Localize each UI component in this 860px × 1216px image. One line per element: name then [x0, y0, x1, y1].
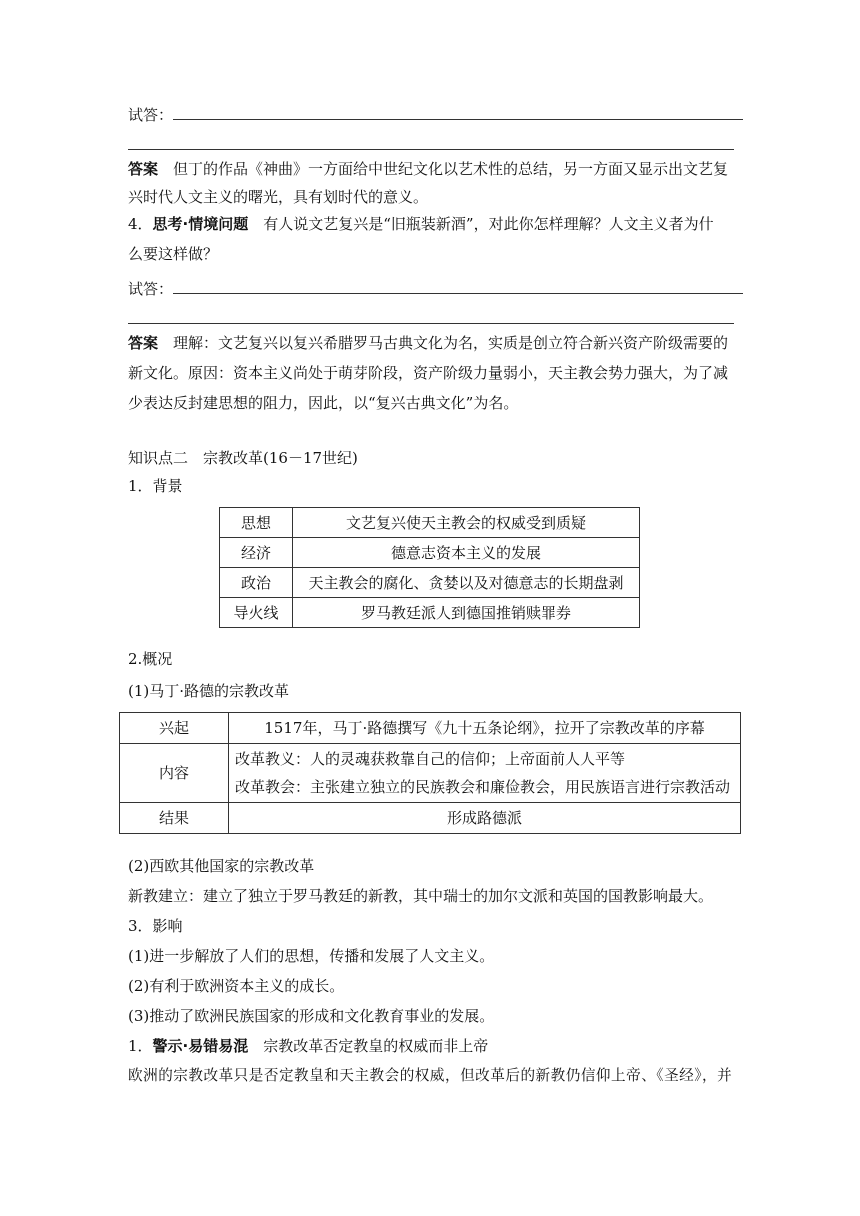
table-row [220, 538, 640, 568]
background-value: 罗马教廷派人到德国推销赎罪券 [293, 598, 640, 628]
q3-answer-prompt-line [128, 104, 734, 126]
background-value: 德意志资本主义的发展 [293, 538, 640, 568]
impact-1: (1)进一步解放了人们的思想，传播和发展了人文主义。 [128, 947, 495, 965]
warning-number: 1． [128, 1037, 153, 1055]
rise-value: 1517年，马丁·路德撰写《九十五条论纲》，拉开了宗教改革的序幕 [229, 713, 741, 744]
q3-answer-line-1 [128, 158, 734, 180]
content-value-2: 改革教会：主张建立独立的民族教会和廉俭教会，用民族语言进行宗教活动 [235, 778, 731, 796]
warning-title: 警示·易错易混 [152, 1037, 249, 1055]
q4-answer-line-3: 少表达反封建思想的阻力，因此，以“复兴古典文化”为名。 [128, 394, 519, 412]
table-row [220, 568, 640, 598]
impact-3: (3)推动了欧洲民族国家的形成和文化教育事业的发展。 [128, 1007, 495, 1025]
background-title: 1．背景 [128, 477, 183, 495]
q3-answer-blank[interactable] [173, 105, 743, 120]
q4-answer-label: 答案 [128, 334, 159, 352]
background-key: 导火线 [220, 598, 293, 628]
background-key: 经济 [220, 538, 293, 568]
overview-title: 2.概况 [128, 650, 173, 668]
other-countries-title: (2)西欧其他国家的宗教改革 [128, 857, 315, 875]
other-countries-text: 新教建立：建立了独立于罗马教廷的新教，其中瑞士的加尔文派和英国的国教影响最大。 [128, 887, 714, 905]
table-row [120, 744, 741, 803]
content-key: 内容 [120, 744, 229, 803]
table-row [120, 713, 741, 744]
impact-title: 3．影响 [128, 917, 183, 935]
background-value: 文艺复兴使天主教会的权威受到质疑 [293, 508, 640, 538]
q4-answer-rule [128, 323, 734, 324]
background-table [219, 507, 640, 628]
q4-number: 4． [128, 215, 153, 233]
q3-answer-line-2: 兴时代人文主义的曙光，具有划时代的意义。 [128, 188, 429, 206]
rise-key: 兴起 [120, 713, 229, 744]
result-key: 结果 [120, 803, 229, 834]
q4-answer-blank[interactable] [173, 279, 743, 294]
impact-2: (2)有利于欧洲资本主义的成长。 [128, 977, 345, 995]
q4-question-1: 有人说文艺复兴是“旧瓶装新酒”，对此你怎样理解？人文主义者为什 [263, 215, 714, 233]
warning-heading [128, 1035, 734, 1057]
q3-answer-label: 答案 [128, 160, 159, 178]
background-key: 思想 [220, 508, 293, 538]
q3-answer-text-1: 但丁的作品《神曲》一方面给中世纪文化以艺术性的总结，另一方面又显示出文艺复 [173, 160, 729, 178]
table-row [120, 803, 741, 834]
q4-title: 思考·情境问题 [152, 215, 249, 233]
q4-question-line-2: 么要这样做？ [128, 245, 219, 263]
content-value-1: 改革教义：人的灵魂获救靠自己的信仰；上帝面前人人平等 [235, 750, 626, 768]
table-row [220, 598, 640, 628]
warning-text: 欧洲的宗教改革只是否定教皇和天主教会的权威，但改革后的新教仍信仰上帝、《圣经》，并 [128, 1067, 733, 1084]
result-value: 形成路德派 [229, 803, 741, 834]
luther-title: (1)马丁·路德的宗教改革 [128, 682, 290, 700]
table-row [220, 508, 640, 538]
q4-answer-text-1: 理解：文艺复兴以复兴希腊罗马古典文化为名，实质是创立符合新兴资产阶级需要的 [173, 334, 729, 352]
background-value: 天主教会的腐化、贪婪以及对德意志的长期盘剥 [293, 568, 640, 598]
q4-answer-prompt: 试答： [128, 280, 174, 298]
background-key: 政治 [220, 568, 293, 598]
q4-answer-prompt-line [128, 278, 734, 300]
q3-answer-prompt: 试答： [128, 106, 174, 124]
q4-answer-line-1 [128, 332, 734, 354]
q4-answer-line-2: 新文化。原因：资本主义尚处于萌芽阶段，资产阶级力量弱小，天主教会势力强大，为了减 [128, 364, 729, 382]
q4-question-line-1 [128, 213, 734, 235]
warning-subtitle: 宗教改革否定教皇的权威而非上帝 [263, 1037, 489, 1055]
q3-answer-rule [128, 149, 734, 150]
section-heading: 知识点二 宗教改革(16－17世纪) [128, 449, 358, 467]
content-value [229, 744, 741, 803]
luther-table [119, 712, 741, 834]
